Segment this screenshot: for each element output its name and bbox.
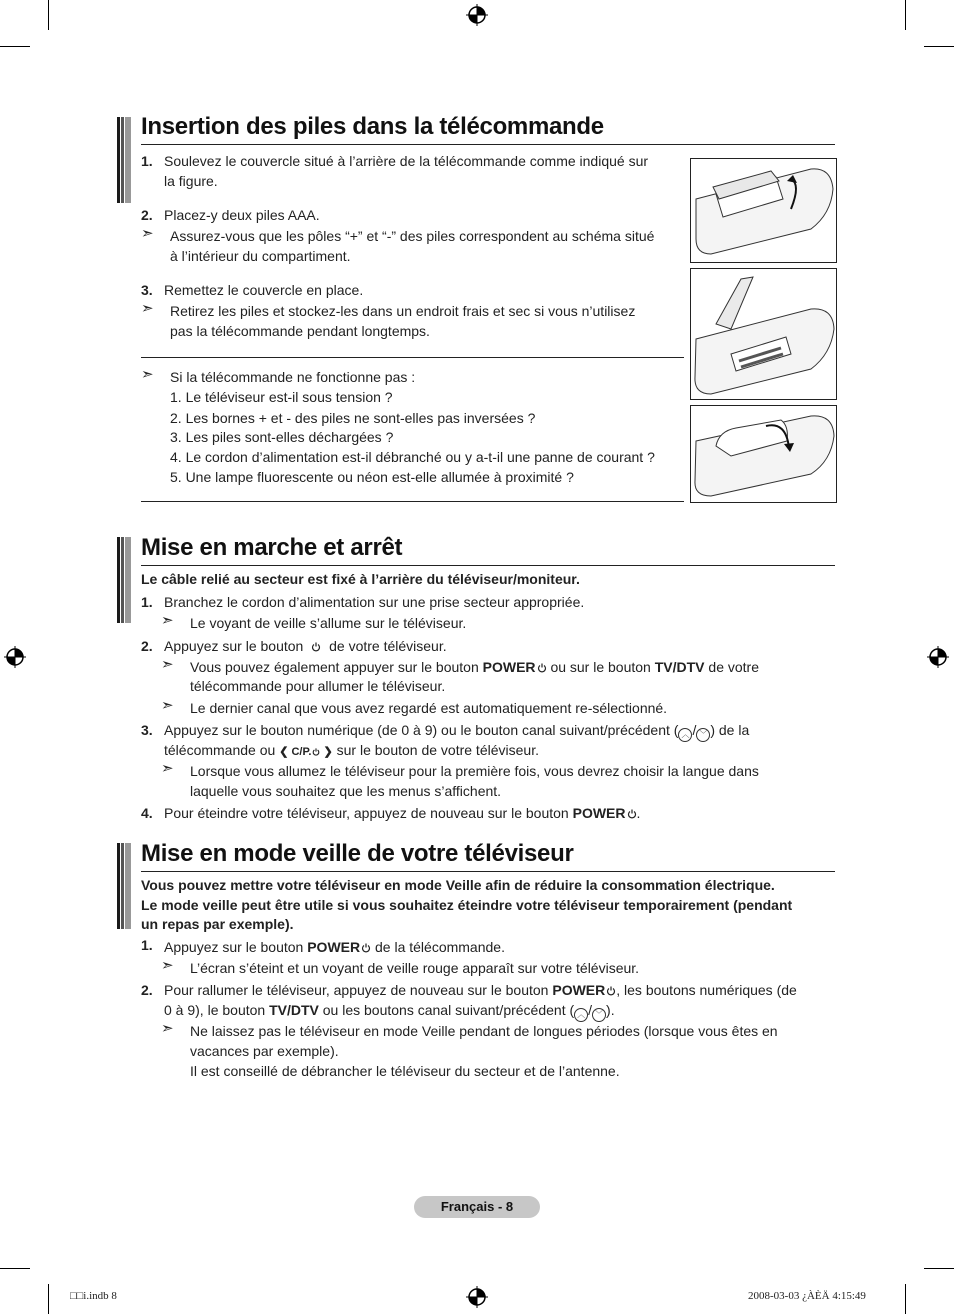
section-marker-bar xyxy=(117,537,131,623)
trouble-item: 3. Les piles sont-elles déchargées ? xyxy=(170,429,394,445)
crop-mark xyxy=(0,1268,30,1269)
step-text: Appuyez sur le bouton numérique (de 0 à 9) ou le bouton canal suivant/précédent ( ︿ / ﹀ ) de la xyxy=(164,720,749,742)
step-text: Soulevez le couvercle situé à l’arrière de la télécommande comme indiqué sur xyxy=(164,153,649,169)
trouble-item: 1. Le téléviseur est-il sous tension ? xyxy=(170,389,393,405)
step-text: Remettez le couvercle en place. xyxy=(164,282,364,298)
step-text xyxy=(164,980,797,1000)
note-arrow-icon: ➣ xyxy=(141,300,154,317)
registration-mark-icon xyxy=(466,4,488,26)
remote-illustration-icon xyxy=(691,269,836,399)
section-intro: Le mode veille peut être utile si vous souhaitez éteindre votre téléviseur temporairement (pendant xyxy=(141,897,793,913)
step-text xyxy=(164,937,505,957)
trouble-item: 4. Le cordon d’alimentation est-il débranché ou y a-t-il une panne de courant ? xyxy=(170,449,655,465)
step-text-part: , les boutons numériques (de xyxy=(616,982,797,998)
crop-mark xyxy=(48,0,49,30)
power-label: POWER xyxy=(552,982,606,998)
step-number: 4. xyxy=(141,805,153,821)
step-number: 1. xyxy=(141,594,153,610)
note-text-part: Vous pouvez également appuyer sur le bouton xyxy=(190,659,479,675)
section-intro: Le câble relié au secteur est fixé à l’arrière du téléviseur/moniteur. xyxy=(141,571,580,587)
remote-cover-open-figure xyxy=(690,158,837,263)
power-icon xyxy=(361,943,371,953)
step-text xyxy=(164,636,447,656)
section-marker-bar xyxy=(117,843,131,929)
remote-illustration-icon xyxy=(691,159,836,262)
note-text-part: ou sur le bouton xyxy=(550,659,651,675)
step-text xyxy=(164,740,539,762)
registration-mark-icon xyxy=(466,1286,488,1308)
step-text-part: sur le bouton de votre téléviseur. xyxy=(336,742,539,758)
tv-dtv-label: TV/DTV xyxy=(269,1002,319,1018)
step-number: 3. xyxy=(141,282,153,298)
step-text-part: . xyxy=(636,805,641,821)
title-rule xyxy=(141,871,835,872)
step-text-part: ). xyxy=(606,1002,615,1018)
note-text: Retirez les piles et stockez-les dans un endroit frais et sec si vous n’utilisez xyxy=(170,303,636,319)
power-label: POWER xyxy=(482,659,536,675)
divider xyxy=(141,501,684,502)
remote-cover-closed-figure xyxy=(690,405,837,503)
step-text-part: de la télécommande. xyxy=(375,939,505,955)
note-arrow-icon: ➣ xyxy=(161,612,174,629)
divider xyxy=(141,357,684,358)
step-text-part: de votre téléviseur. xyxy=(329,638,447,654)
power-label: POWER xyxy=(307,939,361,955)
crop-mark xyxy=(905,1284,906,1314)
channel-up-icon: ︿ xyxy=(678,728,692,742)
remote-batteries-figure xyxy=(690,268,837,400)
step-text-part: Appuyez sur le bouton numérique (de 0 à 9) ou le bouton canal suivant/précédent ( xyxy=(164,722,679,738)
note-arrow-icon: ➣ xyxy=(161,1020,174,1037)
step-text-part: ou les boutons canal suivant/précédent ( xyxy=(322,1002,575,1018)
page-number-badge: Français - 8 xyxy=(414,1196,540,1218)
note-text: Il est conseillé de débrancher le téléviseur du secteur et de l’antenne. xyxy=(190,1063,620,1079)
note-text: Lorsque vous allumez le téléviseur pour la première fois, vous devrez choisir la langue dans xyxy=(190,763,759,779)
step-text-part: ) de la xyxy=(710,722,750,738)
note-text: Ne laissez pas le téléviseur en mode Veille pendant de longues périodes (lorsque vous êtes en xyxy=(190,1023,778,1039)
step-number: 1. xyxy=(141,153,153,169)
note-text: L’écran s’éteint et un voyant de veille rouge apparaît sur votre téléviseur. xyxy=(190,960,640,976)
step-text-part: 0 à 9), le bouton xyxy=(164,1002,266,1018)
step-number: 2. xyxy=(141,982,153,998)
section-title: Insertion des piles dans la télécommande xyxy=(141,113,604,140)
note-arrow-icon: ➣ xyxy=(161,957,174,974)
title-rule xyxy=(141,565,835,566)
power-icon xyxy=(627,809,637,819)
step-number: 2. xyxy=(141,638,153,654)
channel-up-icon: ︿ xyxy=(574,1008,588,1022)
section-intro: un repas par exemple). xyxy=(141,916,294,932)
crop-mark xyxy=(924,46,954,47)
crop-mark xyxy=(905,0,906,30)
section-marker-bar xyxy=(117,117,131,203)
print-slug-left: □□i.indb 8 xyxy=(70,1290,117,1302)
power-icon xyxy=(312,748,320,756)
note-arrow-icon: ➣ xyxy=(141,225,154,242)
note-arrow-icon: ➣ xyxy=(161,656,174,673)
note-text: Le dernier canal que vous avez regardé est automatiquement re-sélectionné. xyxy=(190,700,668,716)
power-label: POWER xyxy=(572,805,626,821)
note-text: laquelle vous souhaitez que les menus s’affichent. xyxy=(190,783,502,799)
remote-illustration-icon xyxy=(691,406,836,502)
step-number: 3. xyxy=(141,722,153,738)
step-text-part: télécommande ou xyxy=(164,742,276,758)
step-text: la figure. xyxy=(164,173,218,189)
cp-button-icon: ❮ C/P. ❯ xyxy=(279,746,333,758)
trouble-item: 5. Une lampe fluorescente ou néon est-elle allumée à proximité ? xyxy=(170,469,574,485)
step-number: 1. xyxy=(141,937,153,953)
step-text: Placez-y deux piles AAA. xyxy=(164,207,320,223)
section-title: Mise en marche et arrêt xyxy=(141,534,403,561)
step-text-part: Pour rallumer le téléviseur, appuyez de nouveau sur le bouton xyxy=(164,982,549,998)
step-text: Branchez le cordon d’alimentation sur une prise secteur appropriée. xyxy=(164,594,585,610)
section-intro: Vous pouvez mettre votre téléviseur en mode Veille afin de réduire la consommation électrique. xyxy=(141,877,775,893)
cp-label: C/P. xyxy=(291,746,312,758)
note-text xyxy=(190,657,759,677)
trouble-item: 2. Les bornes + et - des piles ne sont-elles pas inversées ? xyxy=(170,410,536,426)
registration-mark-icon xyxy=(927,646,949,668)
step-text-part: Appuyez sur le bouton xyxy=(164,939,304,955)
note-text: pas la télécommande pendant longtemps. xyxy=(170,323,430,339)
power-icon xyxy=(606,986,616,996)
note-text: vacances par exemple). xyxy=(190,1043,339,1059)
note-text: Assurez-vous que les pôles “+” et “-” des piles correspondent au schéma situé xyxy=(170,228,655,244)
tv-dtv-label: TV/DTV xyxy=(654,659,705,675)
crop-mark xyxy=(924,1268,954,1269)
step-text: 0 à 9), le bouton TV/DTV ou les boutons canal suivant/précédent ( ︿ / ﹀ ). xyxy=(164,1000,615,1022)
power-icon xyxy=(537,663,547,673)
title-rule xyxy=(141,144,835,145)
step-number: 2. xyxy=(141,207,153,223)
channel-down-icon: ﹀ xyxy=(592,1008,606,1022)
note-arrow-icon: ➣ xyxy=(161,760,174,777)
crop-mark xyxy=(0,46,30,47)
channel-down-icon: ﹀ xyxy=(696,728,710,742)
step-text-part: Appuyez sur le bouton xyxy=(164,638,304,654)
note-arrow-icon: ➣ xyxy=(141,366,154,383)
step-text xyxy=(164,803,640,823)
crop-mark xyxy=(48,1284,49,1314)
note-arrow-icon: ➣ xyxy=(161,697,174,714)
step-text-part: Pour éteindre votre téléviseur, appuyez de nouveau sur le bouton xyxy=(164,805,569,821)
power-icon xyxy=(311,642,321,652)
note-text-part: de votre xyxy=(708,659,759,675)
registration-mark-icon xyxy=(4,646,26,668)
trouble-intro: Si la télécommande ne fonctionne pas : xyxy=(170,369,416,385)
note-text: télécommande pour allumer le téléviseur. xyxy=(190,678,446,694)
print-slug-right: 2008-03-03 ¿ÀÈÄ 4:15:49 xyxy=(748,1290,866,1302)
note-text: à l’intérieur du compartiment. xyxy=(170,248,351,264)
note-text: Le voyant de veille s’allume sur le téléviseur. xyxy=(190,615,467,631)
section-title: Mise en mode veille de votre téléviseur xyxy=(141,840,574,867)
